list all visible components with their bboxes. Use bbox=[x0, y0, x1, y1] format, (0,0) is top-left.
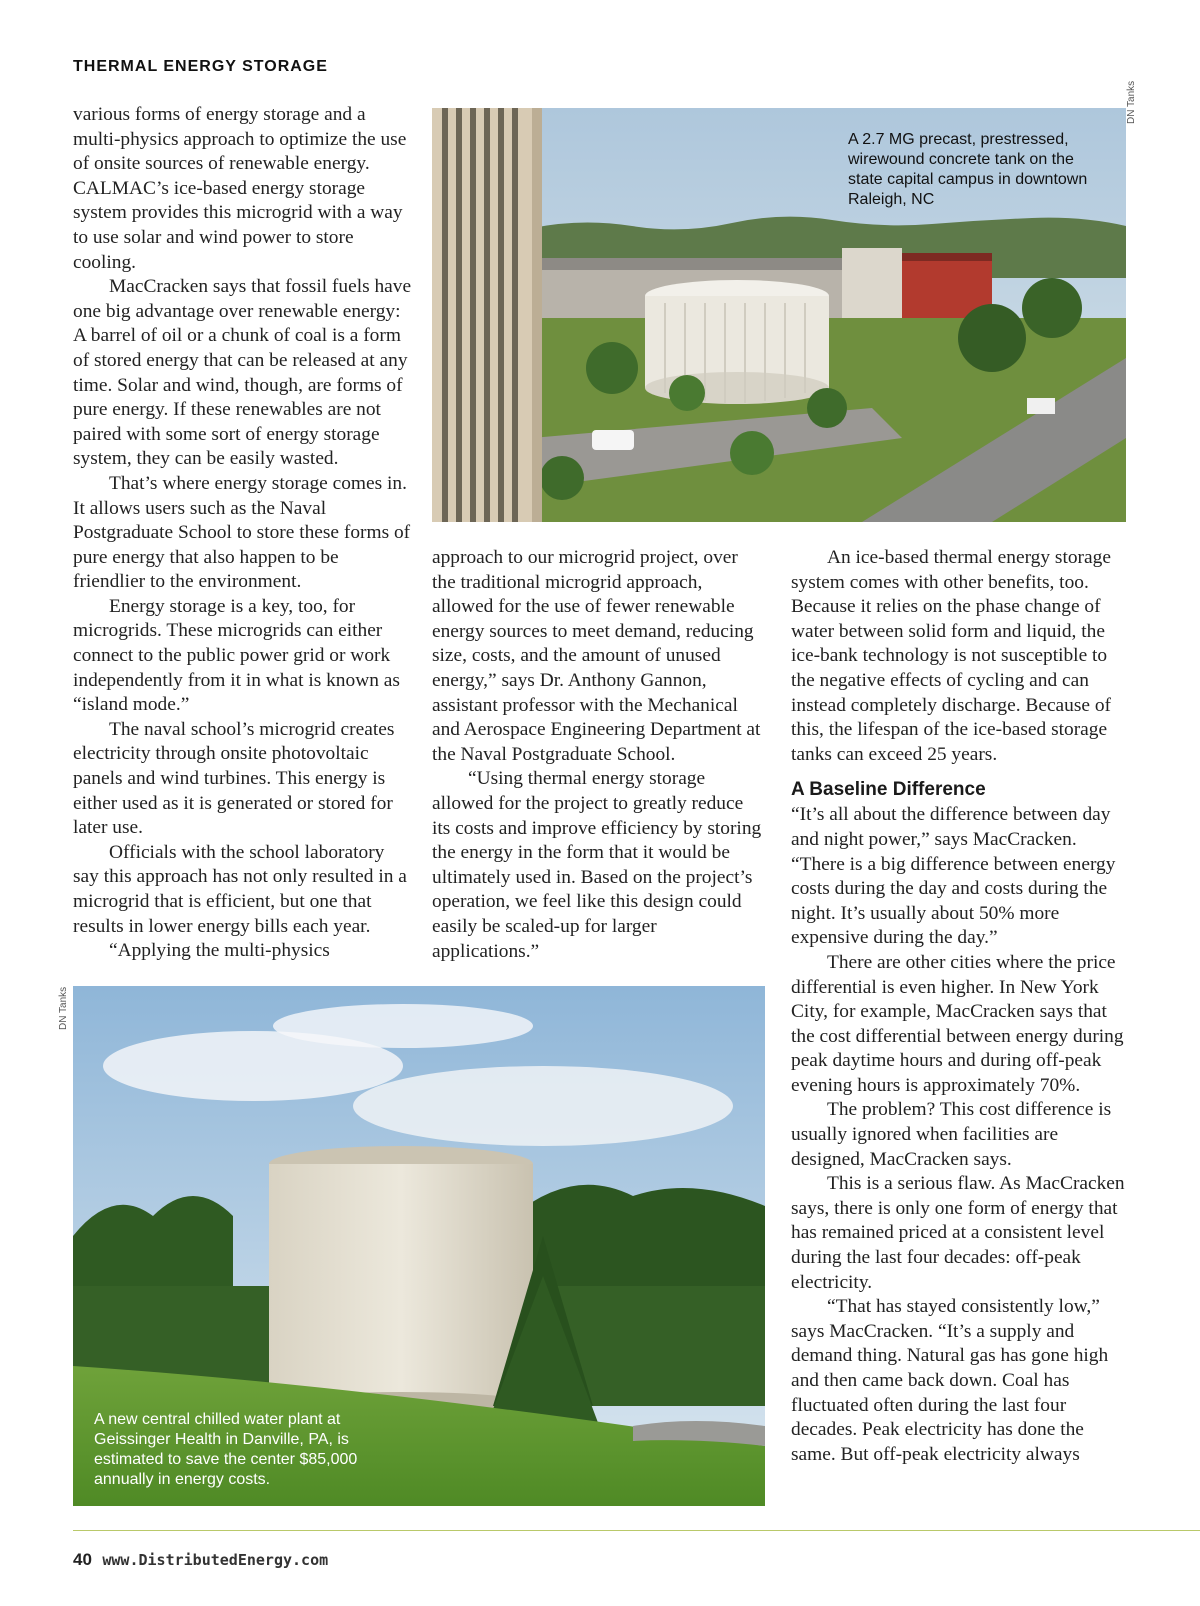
paragraph: various forms of energy storage and a multi-physics approach to optimize the use of onsite sources of renewable energy. CALMAC’s ice-based energy storage system provides this microgrid with a way to use solar and wind power to store cooling. bbox=[73, 104, 407, 273]
article-column-2 bbox=[432, 546, 762, 964]
paragraph: This is a serious flaw. As MacCracken says, there is only one form of energy that has remained priced at a consistent level during the last four decades: off-peak electricity. bbox=[791, 1173, 1125, 1293]
paragraph: Officials with the school laboratory say this approach has not only resulted in a microgrid that is efficient, but one that results in lower energy bills each year. bbox=[73, 841, 407, 937]
photo-caption-bottom: A new central chilled water plant at Geissinger Health in Danville, PA, is estimated to save the center $85,000 annually in energy costs. bbox=[94, 1411, 358, 1488]
page-number: 40 bbox=[73, 1550, 92, 1569]
paragraph: That’s where energy storage comes in. It allows users such as the Naval Postgraduate School to store these forms of pure energy that also happen to be friendlier to the environment. bbox=[73, 472, 411, 593]
article-column-1 bbox=[73, 103, 413, 964]
website-url[interactable]: www.DistributedEnergy.com bbox=[102, 1551, 329, 1569]
section-label: THERMAL ENERGY STORAGE bbox=[73, 58, 328, 75]
paragraph: “It’s all about the difference between day and night power,” says MacCracken. “There is a big difference between energy costs during the day and costs during the night. It’s usually about 50% more expensive during the day.” bbox=[791, 804, 1116, 949]
paragraph: An ice-based thermal energy storage system comes with other benefits, too. Because it relies on the phase change of water between solid form and liquid, the ice-bank technology is not susceptible to the negative effects of cycling and can instead completely discharge. Because of this, the lifespan of the ice-based storage tanks can exceed 25 years. bbox=[791, 547, 1112, 765]
paragraph: Energy storage is a key, too, for microgrids. These microgrids can either connect to the public power grid or work independently from it in what is known as “island mode.” bbox=[73, 595, 400, 716]
photo-credit-top: DN Tanks bbox=[1126, 80, 1137, 124]
paragraph: approach to our microgrid project, over the traditional microgrid approach, allowed for the use of fewer renewable energy sources to meet demand, reducing size, costs, and the amount of unused energy,” says Dr. Anthony Gannon, assistant professor with the Mechanical and Aerospace Engineering Department at the Naval Postgraduate School. bbox=[432, 547, 761, 765]
paragraph: The naval school’s microgrid creates electricity through onsite photovoltaic panels and wind turbines. This energy is either used as it is generated or stored for later use. bbox=[73, 718, 395, 839]
paragraph: “Applying the multi-physics bbox=[109, 940, 330, 962]
paragraph: There are other cities where the price differential is even higher. In New York City, for example, MacCracken says that the cost differential between energy during peak daytime hours and during off-peak evening hours is approximately 70%. bbox=[791, 951, 1124, 1096]
paragraph: “That has stayed consistently low,” says MacCracken. “It’s a supply and demand thing. Natural gas has gone high and then came back down. Coal has fluctuated often during the last four decades. Peak electricity has done the same. But off-peak electricity always bbox=[791, 1296, 1109, 1465]
paragraph: The problem? This cost difference is usually ignored when facilities are designed, MacCracken says. bbox=[791, 1099, 1112, 1170]
page-footer bbox=[73, 1550, 328, 1570]
photo-credit-bottom: DN Tanks bbox=[58, 986, 69, 1030]
footer-divider bbox=[73, 1530, 1200, 1531]
article-column-3 bbox=[791, 546, 1126, 1467]
paragraph: MacCracken says that fossil fuels have one big advantage over renewable energy: A barrel of oil or a chunk of coal is a form of stored energy that can be released at any time. Solar and wind, though, are forms of pure energy. If these renewables are not paired with some sort of energy storage system, they can be easily wasted. bbox=[73, 276, 412, 470]
photo-caption-top: A 2.7 MG precast, prestressed, wirewound concrete tank on the state capital campus in downtown Raleigh, NC bbox=[848, 131, 1088, 208]
subhead: A Baseline Difference bbox=[791, 779, 986, 801]
paragraph: “Using thermal energy storage allowed for the project to greatly reduce its costs and improve efficiency by storing the energy in the form that it would be ultimately used in. Based on the project’s operation, we feel like this design could easily be scaled-up for larger applications.” bbox=[432, 768, 762, 962]
